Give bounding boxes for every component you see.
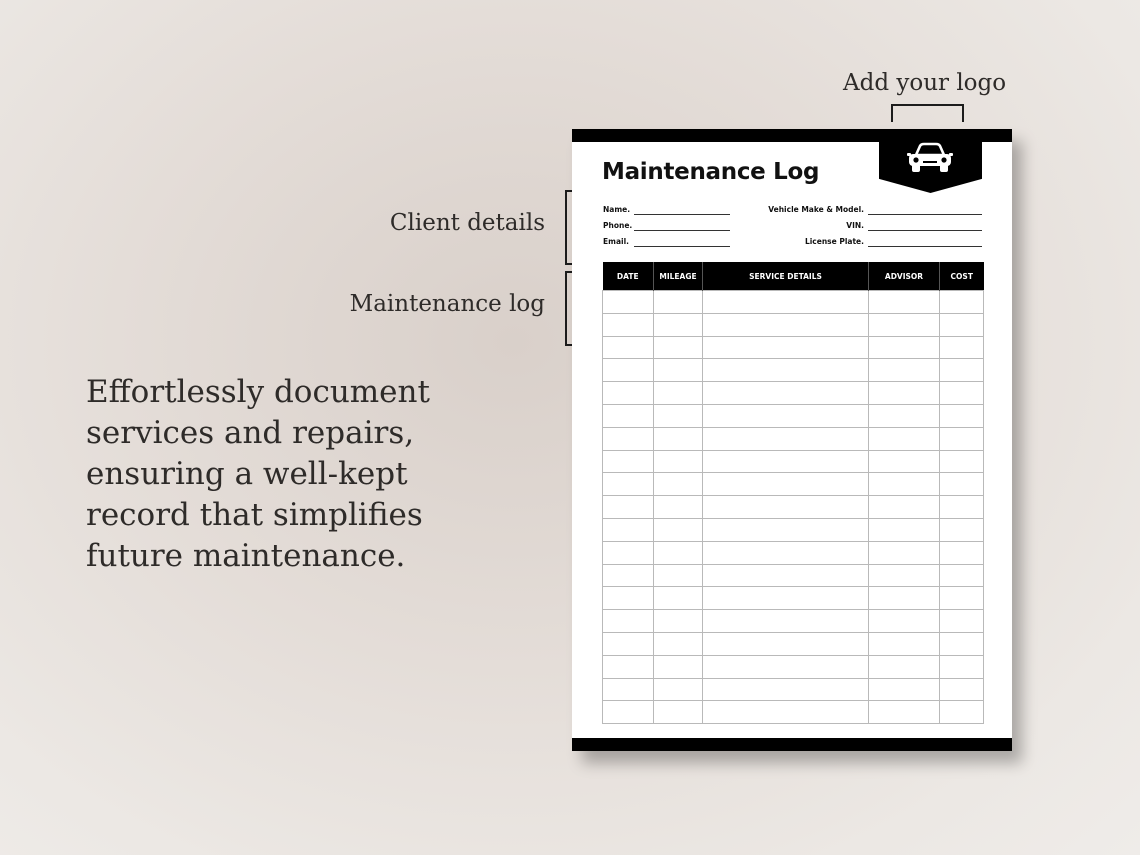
phone-label: Phone.: [603, 221, 633, 230]
table-cell[interactable]: [940, 632, 984, 655]
table-body: [603, 291, 984, 724]
table-cell[interactable]: [654, 518, 703, 541]
table-cell[interactable]: [703, 655, 869, 678]
table-row: [603, 496, 984, 519]
table-cell[interactable]: [603, 678, 654, 701]
table-cell[interactable]: [940, 587, 984, 610]
table-cell[interactable]: [940, 313, 984, 336]
table-cell[interactable]: [654, 313, 703, 336]
table-cell[interactable]: [654, 632, 703, 655]
table-cell[interactable]: [940, 541, 984, 564]
table-cell[interactable]: [940, 496, 984, 519]
table-cell[interactable]: [869, 610, 940, 633]
table-cell[interactable]: [603, 587, 654, 610]
table-cell[interactable]: [869, 518, 940, 541]
table-cell[interactable]: [603, 427, 654, 450]
table-cell[interactable]: [869, 382, 940, 405]
table-cell[interactable]: [703, 382, 869, 405]
table-header-row: [603, 262, 984, 291]
table-cell[interactable]: [703, 359, 869, 382]
table-cell[interactable]: [654, 564, 703, 587]
license-plate-label: License Plate.: [804, 237, 864, 246]
table-cell[interactable]: [940, 404, 984, 427]
column-header-cost: COST: [940, 262, 984, 291]
table-cell[interactable]: [603, 541, 654, 564]
table-cell[interactable]: [703, 518, 869, 541]
table-cell[interactable]: [703, 291, 869, 314]
table-cell[interactable]: [940, 427, 984, 450]
vehicle-make-model-label: Vehicle Make & Model.: [768, 205, 864, 214]
table-cell[interactable]: [703, 678, 869, 701]
table-cell[interactable]: [654, 610, 703, 633]
table-cell[interactable]: [654, 359, 703, 382]
table-row: [603, 587, 984, 610]
table-row: [603, 473, 984, 496]
column-header-mileage: MILEAGE: [654, 262, 703, 291]
name-line: [634, 214, 730, 215]
table-cell[interactable]: [654, 587, 703, 610]
table-cell[interactable]: [703, 404, 869, 427]
table-cell[interactable]: [869, 496, 940, 519]
table-row: [603, 404, 984, 427]
vin-line: [868, 230, 982, 231]
column-header-date: DATE: [603, 262, 654, 291]
table-cell[interactable]: [703, 610, 869, 633]
table-cell[interactable]: [869, 655, 940, 678]
vin-label: VIN.: [846, 221, 864, 230]
table-row: [603, 564, 984, 587]
logo-bracket: [891, 104, 964, 122]
table-row: [603, 359, 984, 382]
table-cell[interactable]: [869, 404, 940, 427]
table-cell[interactable]: [869, 632, 940, 655]
table-cell[interactable]: [654, 382, 703, 405]
table-cell[interactable]: [703, 496, 869, 519]
table-cell[interactable]: [603, 564, 654, 587]
name-label: Name.: [603, 205, 631, 214]
table-cell[interactable]: [869, 313, 940, 336]
table-cell[interactable]: [869, 291, 940, 314]
tagline: Effortlessly document services and repairs, ensuring a well-kept record that simplifies future maintenance.: [86, 374, 430, 574]
table-cell[interactable]: [603, 336, 654, 359]
table-cell[interactable]: [603, 359, 654, 382]
callout-maintenance-log: Maintenance log: [349, 291, 545, 317]
table-cell[interactable]: [654, 655, 703, 678]
table-cell[interactable]: [603, 496, 654, 519]
table-cell[interactable]: [869, 678, 940, 701]
table-cell[interactable]: [654, 404, 703, 427]
table-cell[interactable]: [940, 655, 984, 678]
table-cell[interactable]: [603, 313, 654, 336]
table-cell[interactable]: [869, 701, 940, 724]
table-cell[interactable]: [654, 450, 703, 473]
table-cell[interactable]: [940, 291, 984, 314]
car-icon: [907, 142, 953, 174]
table-cell[interactable]: [703, 450, 869, 473]
table-cell[interactable]: [603, 473, 654, 496]
table-cell[interactable]: [603, 404, 654, 427]
table-cell[interactable]: [654, 473, 703, 496]
table-cell[interactable]: [654, 291, 703, 314]
table-row: [603, 655, 984, 678]
table-cell[interactable]: [940, 450, 984, 473]
table-cell[interactable]: [940, 336, 984, 359]
table-cell[interactable]: [940, 678, 984, 701]
maintenance-log-table: [602, 262, 984, 724]
table-cell[interactable]: [703, 313, 869, 336]
table-cell[interactable]: [869, 336, 940, 359]
table-cell[interactable]: [869, 473, 940, 496]
table-cell[interactable]: [654, 496, 703, 519]
table-cell[interactable]: [603, 518, 654, 541]
table-cell[interactable]: [940, 382, 984, 405]
table-cell[interactable]: [703, 564, 869, 587]
table-row: [603, 678, 984, 701]
table-cell[interactable]: [869, 564, 940, 587]
table-row: [603, 701, 984, 724]
table-row: [603, 427, 984, 450]
table-row: [603, 382, 984, 405]
table-row: [603, 518, 984, 541]
table-cell[interactable]: [654, 701, 703, 724]
table-row: [603, 313, 984, 336]
table-cell[interactable]: [603, 382, 654, 405]
logo-badge: [879, 129, 982, 193]
table-cell[interactable]: [869, 427, 940, 450]
table-row: [603, 450, 984, 473]
table-cell[interactable]: [603, 632, 654, 655]
table-cell[interactable]: [703, 701, 869, 724]
table-cell[interactable]: [654, 541, 703, 564]
table-cell[interactable]: [869, 587, 940, 610]
table-cell[interactable]: [869, 541, 940, 564]
table-row: [603, 336, 984, 359]
table-cell[interactable]: [703, 336, 869, 359]
column-header-service-details: SERVICE DETAILS: [703, 262, 869, 291]
email-label: Email.: [603, 237, 629, 246]
table-cell[interactable]: [603, 610, 654, 633]
table-cell[interactable]: [603, 655, 654, 678]
table-cell[interactable]: [703, 541, 869, 564]
table-cell[interactable]: [654, 427, 703, 450]
table-cell[interactable]: [603, 291, 654, 314]
maintenance-log-sheet: [572, 129, 1012, 751]
table-cell[interactable]: [940, 610, 984, 633]
table-cell[interactable]: [603, 450, 654, 473]
table-cell[interactable]: [703, 632, 869, 655]
vehicle-make-model-line: [868, 214, 982, 215]
table-row: [603, 541, 984, 564]
callout-add-logo: Add your logo: [843, 70, 1007, 96]
bottom-band: [572, 738, 1012, 751]
callout-client-details: Client details: [389, 210, 545, 236]
table-cell[interactable]: [654, 678, 703, 701]
table-row: [603, 610, 984, 633]
phone-line: [634, 230, 730, 231]
table-cell[interactable]: [703, 427, 869, 450]
table-cell[interactable]: [869, 450, 940, 473]
license-plate-line: [868, 246, 982, 247]
table-cell[interactable]: [654, 336, 703, 359]
table-cell[interactable]: [703, 587, 869, 610]
table-cell[interactable]: [869, 359, 940, 382]
table-row: [603, 291, 984, 314]
table-cell[interactable]: [940, 564, 984, 587]
table-cell[interactable]: [940, 518, 984, 541]
table-cell[interactable]: [603, 701, 654, 724]
table-cell[interactable]: [940, 473, 984, 496]
sheet-title: Maintenance Log: [602, 159, 820, 185]
table-cell[interactable]: [940, 701, 984, 724]
column-header-advisor: ADVISOR: [869, 262, 940, 291]
table-cell[interactable]: [703, 473, 869, 496]
table-cell[interactable]: [940, 359, 984, 382]
email-line: [634, 246, 730, 247]
table-row: [603, 632, 984, 655]
